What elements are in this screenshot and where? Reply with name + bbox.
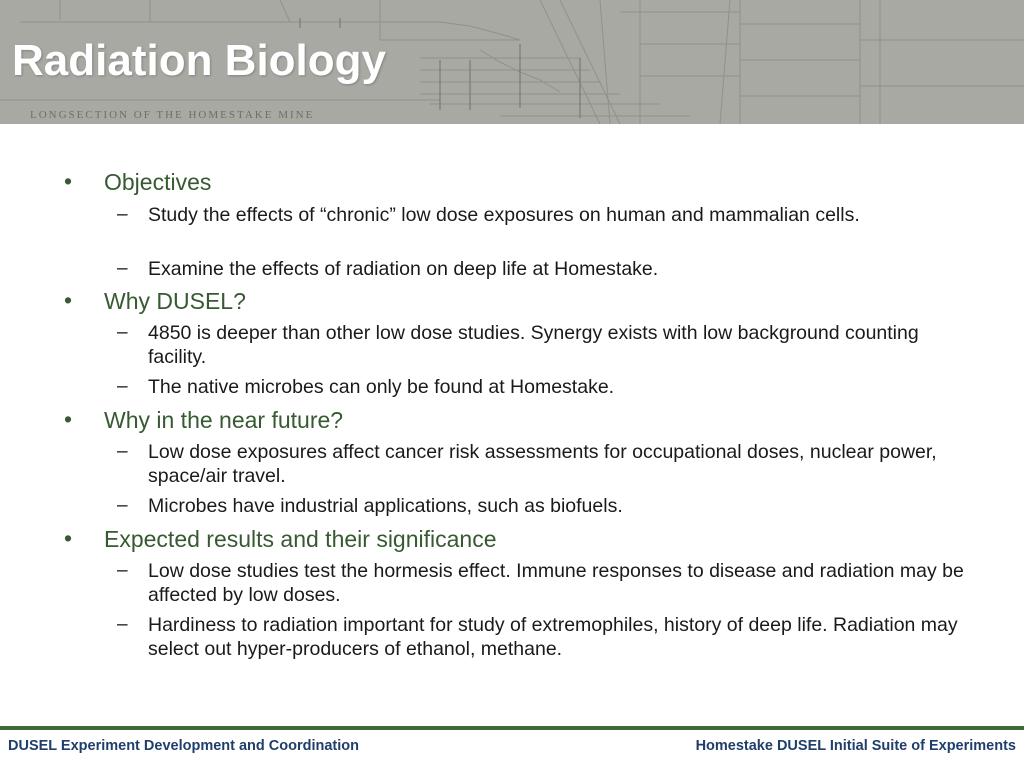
footer-left-text: DUSEL Experiment Development and Coordination	[8, 738, 360, 754]
slide-footer	[0, 730, 1024, 768]
bullet-expected-results: Expected results and their significance	[104, 526, 497, 552]
sub-bullet-marker: –	[117, 560, 128, 581]
sub-bullet-item: Low dose exposures affect cancer risk assessments for occupational doses, nuclear power, space/air travel.	[148, 441, 937, 487]
bullet-why-dusel: Why DUSEL?	[104, 288, 246, 314]
slide-title: Radiation Biology	[12, 36, 386, 85]
sub-bullet-item: 4850 is deeper than other low dose studies. Synergy exists with low background counting facility.	[148, 322, 919, 368]
bullet-marker: •	[64, 168, 73, 194]
footer-right-text: Homestake DUSEL Initial Suite of Experiments	[695, 738, 1016, 754]
bullet-objectives: Objectives	[104, 169, 212, 195]
sub-bullet-item: Hardiness to radiation important for study of extremophiles, history of deep life. Radiation may select out hyper-producers of ethanol, methane.	[148, 614, 958, 660]
sub-bullet-marker: –	[117, 322, 128, 343]
sub-bullet-marker: –	[117, 204, 128, 225]
bullet-marker: •	[64, 287, 73, 313]
sub-bullet-marker: –	[117, 441, 128, 462]
sub-bullet-item: Low dose studies test the hormesis effect. Immune responses to disease and radiation may be affected by low doses.	[148, 560, 964, 606]
sub-bullet-marker: –	[117, 614, 128, 635]
sub-bullet-marker: –	[117, 376, 128, 397]
mine-diagram-caption: LONGSECTION OF THE HOMESTAKE MINE	[30, 109, 315, 121]
bullet-why-near-future: Why in the near future?	[104, 407, 344, 433]
sub-bullet-item: Microbes have industrial applications, such as biofuels.	[148, 495, 623, 517]
sub-bullet-item: Study the effects of “chronic” low dose exposures on human and mammalian cells.	[148, 204, 860, 226]
bullet-marker: •	[64, 406, 73, 432]
bullet-marker: •	[64, 525, 73, 551]
sub-bullet-item: The native microbes can only be found at Homestake.	[148, 376, 615, 398]
sub-bullet-marker: –	[117, 258, 128, 279]
sub-bullet-marker: –	[117, 495, 128, 516]
sub-bullet-item: Examine the effects of radiation on deep life at Homestake.	[148, 258, 659, 280]
slide-header	[0, 0, 1024, 124]
